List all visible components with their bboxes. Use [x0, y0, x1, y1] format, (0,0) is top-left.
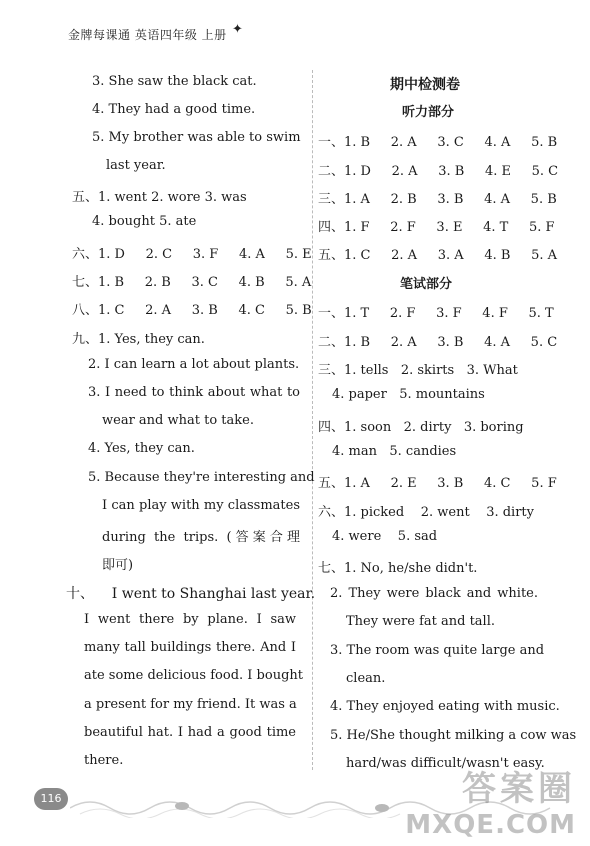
- watermark-en: MXQE.COM: [405, 810, 576, 840]
- answer-line: 即可): [102, 558, 134, 573]
- answer-line: 2. They were black and white.: [330, 586, 538, 601]
- answer-line: 3. She saw the black cat.: [92, 74, 257, 89]
- listening-answers-5: 五、1. C 2. A 3. A 4. B 5. A: [318, 248, 557, 263]
- answer-line: last year.: [106, 158, 166, 173]
- essay-line: there.: [84, 753, 124, 768]
- listening-answers-3: 三、1. A 2. B 3. B 4. A 5. B: [318, 192, 557, 207]
- section-ten-essay: 十、 I went to Shanghai last year.: [66, 586, 316, 602]
- answer-line: 5. Because they're interesting and: [88, 470, 315, 485]
- listening-answers-4: 四、1. F 2. F 3. E 4. T 5. F: [318, 220, 555, 235]
- answer-line: I can play with my classmates: [102, 498, 300, 513]
- answer-line: They were fat and tall.: [346, 614, 495, 629]
- answer-line: 5. My brother was able to swim: [92, 130, 301, 145]
- answer-line: 3. The room was quite large and: [330, 643, 545, 658]
- answer-line: 4. man 5. candies: [332, 444, 457, 459]
- answer-line: 4. bought 5. ate: [92, 214, 197, 229]
- writing-answers-6: 六、1. picked 2. went 3. dirty: [318, 505, 534, 520]
- answer-line: 4. paper 5. mountains: [332, 387, 485, 402]
- listening-heading: 听力部分: [402, 105, 455, 120]
- answer-line: 2. I can learn a lot about plants.: [88, 357, 300, 372]
- midterm-title: 期中检测卷: [390, 77, 460, 93]
- essay-line: a present for my friend. It was a: [84, 697, 297, 712]
- essay-line: many tall buildings there. And I: [84, 640, 296, 655]
- writing-heading: 笔试部分: [400, 277, 453, 292]
- answer-line: 4. They enjoyed eating with music.: [330, 699, 560, 714]
- writing-answers-5: 五、1. A 2. E 3. B 4. C 5. F: [318, 476, 557, 491]
- answer-line: during the trips. (答案合理: [102, 530, 300, 545]
- section-six-answers: 六、1. D 2. C 3. F 4. A 5. E: [72, 247, 312, 262]
- writing-answers-3: 三、1. tells 2. skirts 3. What: [318, 363, 518, 378]
- writing-answers-1: 一、1. T 2. F 3. F 4. F 5. T: [318, 306, 554, 321]
- answer-line: hard/was difficult/wasn't easy.: [346, 756, 545, 771]
- answer-line: 4. were 5. sad: [332, 529, 438, 544]
- essay-line: ate some delicious food. I bought: [84, 668, 303, 683]
- writing-answers-2: 二、1. B 2. A 3. B 4. A 5. C: [318, 335, 558, 350]
- star-icon: ✦: [232, 22, 243, 37]
- section-nine-answers: 九、1. Yes, they can.: [72, 332, 205, 347]
- writing-answers-4: 四、1. soon 2. dirty 3. boring: [318, 420, 524, 435]
- section-five-answers: 五、1. went 2. wore 3. was: [72, 190, 247, 205]
- watermark-cn: 答案圈: [462, 769, 576, 809]
- essay-line: I went there by plane. I saw: [84, 612, 296, 627]
- column-divider: [312, 70, 313, 770]
- book-header: 金牌每课通 英语四年级 上册: [68, 28, 227, 42]
- listening-answers-1: 一、1. B 2. A 3. C 4. A 5. B: [318, 135, 558, 150]
- answer-line: 4. They had a good time.: [92, 102, 256, 117]
- page-number: 116: [34, 788, 68, 810]
- answer-line: 4. Yes, they can.: [88, 441, 195, 456]
- answer-line: clean.: [346, 671, 386, 686]
- writing-answers-7: 七、1. No, he/she didn't.: [318, 561, 478, 576]
- watermark: [405, 761, 576, 840]
- answer-line: 3. I need to think about what to: [88, 385, 300, 400]
- section-seven-answers: 七、1. B 2. B 3. C 4. B 5. A: [72, 275, 312, 290]
- essay-line: beautiful hat. I had a good time: [84, 725, 296, 740]
- answer-line: wear and what to take.: [102, 413, 254, 428]
- listening-answers-2: 二、1. D 2. A 3. B 4. E 5. C: [318, 164, 559, 179]
- section-eight-answers: 八、1. C 2. A 3. B 4. C 5. B: [72, 303, 312, 318]
- answer-line: 5. He/She thought milking a cow was: [330, 728, 577, 743]
